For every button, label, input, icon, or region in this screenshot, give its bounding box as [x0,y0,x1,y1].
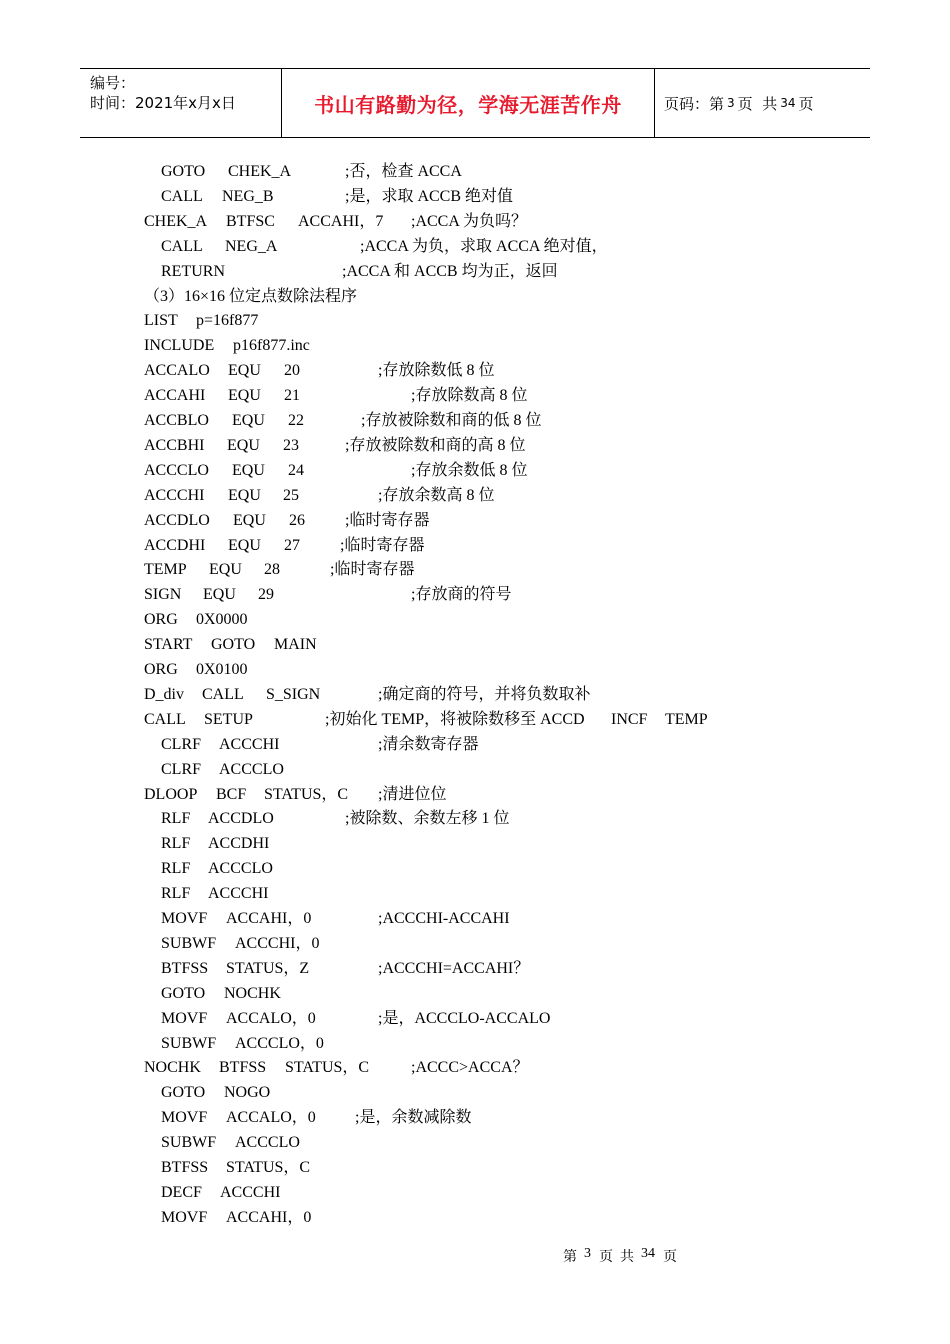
header-meta [90,73,236,113]
code-token: ACCCLO [208,860,273,878]
code-token: ACCCHI [144,486,205,504]
code-token: 29 [258,586,274,604]
code-token: 24 [288,461,304,479]
code-token: TEMP [144,561,187,579]
code-token: （3）16×16 位定点数除法程序 [144,287,358,305]
code-token: STATUS，Z [226,959,310,977]
code-token: CALL [161,187,203,205]
code-token: GOTO [161,1084,206,1102]
code-token: 25 [283,486,299,504]
header-page-info [664,69,814,137]
code-token: RLF [161,885,191,903]
code-token: ACCALO，0 [226,1009,316,1027]
code-comment: ;存放被除数和商的低 8 位 [361,412,542,429]
code-comment: ;临时寄存器 [340,536,425,554]
code-comment: ;存放除数低 8 位 [378,362,495,380]
code-token: RLF [161,810,191,828]
code-token: CALL [161,237,203,255]
code-comment: ;存放余数低 8 位 [411,461,528,479]
code-token: EQU [232,412,265,429]
code-token: SETUP [204,710,253,728]
code-comment: ;是，余数减除数 [355,1109,472,1127]
code-token: CALL [144,710,186,728]
code-token: 0X0100 [196,661,248,678]
footer-prefix: 第 [563,1250,577,1265]
code-token: 21 [284,387,300,405]
code-token: MAIN [274,636,317,654]
code-token: START [144,636,193,654]
code-token: ACCALO，0 [226,1109,316,1127]
code-comment: ;ACCC>ACCA？ [411,1059,529,1077]
code-token: CHEK_A [228,163,292,180]
header-page-current: 3 [727,96,735,110]
code-comment: ;确定商的符号，并将负数取补 [378,685,591,703]
code-token: MOVF [161,910,208,927]
header-motto: 书山有路勤为径，学海无涯苦作舟 [314,92,622,117]
code-token: ACCBLO [144,412,209,429]
footer-mid2: 共 [620,1250,634,1265]
code-token: BTFSS [161,1159,209,1176]
code-token: 23 [283,436,299,454]
code-token: BTFSS [219,1059,267,1077]
footer-suffix: 页 [663,1250,677,1265]
code-token: SUBWF [161,934,217,952]
code-token: STATUS，C [264,785,349,803]
code-token: MOVF [161,1009,208,1027]
code-token: 22 [288,412,304,429]
code-token: CHEK_A [144,212,208,230]
code-token: INCLUDE [144,337,215,355]
code-token: ACCAHI [144,387,206,405]
code-token: BTFSC [226,212,275,230]
code-token: RETURN [161,262,225,280]
code-comment: ;存放被除数和商的高 8 位 [345,436,526,454]
code-token: D_div [144,685,184,703]
code-token: S_SIGN [266,685,321,703]
code-comment: ;清进位位 [378,785,447,803]
code-comment: ;ACCA 和 ACCB 均为正，返回 [342,262,558,280]
code-token: 20 [284,362,300,380]
code-token: ACCCLO [144,461,209,479]
code-token: ACCAHI，0 [226,910,312,927]
header-divider [654,69,655,137]
header-page-total: 34 [780,96,796,110]
code-token: STATUS，C [226,1159,311,1176]
footer-mid1: 页 [599,1250,613,1265]
code-token: ACCALO [144,362,210,380]
code-token: ACCDLO [208,810,274,828]
code-token: MOVF [161,1208,208,1226]
code-token: NEG_B [222,187,274,205]
footer-total: 34 [641,1246,655,1261]
header-number-label: 编号： [90,74,136,92]
code-token: BCF [216,785,247,803]
page-header [80,68,870,138]
code-token: LIST [144,312,178,330]
code-token: CLRF [161,760,202,778]
code-token: NEG_A [225,237,278,255]
code-token: SUBWF [161,1034,217,1052]
code-token: EQU [232,461,265,479]
code-comment: ;初始化 TEMP，将被除数移至 ACCD [325,710,585,728]
code-token: p=16f877 [196,312,259,330]
code-comment: ;是，ACCCLO-ACCALO [378,1009,551,1027]
code-comment: ;ACCCHI=ACCAHI？ [378,959,530,977]
code-token: STATUS，C [285,1059,370,1077]
header-page-prefix: 页码：第 [664,94,725,113]
header-time-label: 时间：2021年x月x日 [90,94,236,112]
code-token: ACCDLO [144,511,210,529]
header-page-suffix: 页 [798,94,814,113]
code-token: ORG [144,611,178,629]
code-comment: ;清余数寄存器 [378,735,479,753]
code-token: EQU [233,511,266,529]
code-token: ACCCHI [219,735,280,753]
code-token: MOVF [161,1109,208,1127]
code-token: DLOOP [144,785,198,803]
code-token: EQU [203,586,236,604]
code-token: NOCHK [224,984,281,1002]
code-token: EQU [228,486,261,504]
code-token: TEMP [665,710,708,728]
code-token: 28 [264,561,280,579]
code-token: 27 [284,536,300,554]
code-token: ACCAHI，0 [226,1208,312,1226]
code-token: CALL [202,685,244,703]
code-comment: ;临时寄存器 [345,511,430,529]
code-token: ACCDHI [144,536,206,554]
code-comment: ;临时寄存器 [330,561,415,579]
code-token: SIGN [144,586,182,604]
code-token: RLF [161,860,191,878]
code-comment: ;ACCA 为负，求取 ACCA 绝对值， [360,237,608,255]
code-token: EQU [227,436,260,454]
code-token: RLF [161,835,191,853]
code-token: 0X0000 [196,611,248,629]
code-token: GOTO [161,984,206,1002]
code-token: INCF [611,710,648,728]
code-comment: ;是，求取 ACCB 绝对值 [345,187,514,205]
code-token: ACCCLO [235,1134,300,1152]
code-token: ACCCHI，0 [235,934,320,952]
code-token: ACCCHI [220,1183,281,1201]
code-comment: ;否，检查 ACCA [345,163,462,180]
footer-current: 3 [584,1246,591,1261]
code-token: ACCCHI [208,885,269,903]
code-token: ACCCLO [219,760,284,778]
code-token: EQU [228,387,261,405]
code-token: GOTO [161,163,206,180]
code-token: ACCCLO，0 [235,1034,324,1052]
code-token: EQU [228,362,261,380]
code-token: ACCDHI [208,835,270,853]
code-token: NOCHK [144,1059,201,1077]
code-token: DECF [161,1183,202,1201]
code-token: GOTO [211,636,256,654]
code-token: CLRF [161,735,202,753]
code-token: NOGO [224,1084,271,1102]
code-token: ACCAHI，7 [298,212,384,230]
code-token: BTFSS [161,959,209,977]
code-token: p16f877.inc [233,337,310,355]
code-comment: ;存放商的符号 [411,586,512,604]
code-comment: ;ACCA 为负吗？ [411,212,528,230]
code-comment: ;存放除数高 8 位 [411,387,528,405]
code-token: EQU [228,536,261,554]
header-page-mid: 页 共 [737,94,778,113]
code-token: ACCBHI [144,436,205,454]
code-token: EQU [209,561,242,579]
code-token: 26 [289,511,305,529]
code-comment: ;ACCCHI-ACCAHI [378,910,510,927]
code-token: SUBWF [161,1134,217,1152]
code-comment: ;被除数、余数左移 1 位 [345,810,510,828]
code-token: ORG [144,661,178,678]
code-comment: ;存放余数高 8 位 [378,486,495,504]
